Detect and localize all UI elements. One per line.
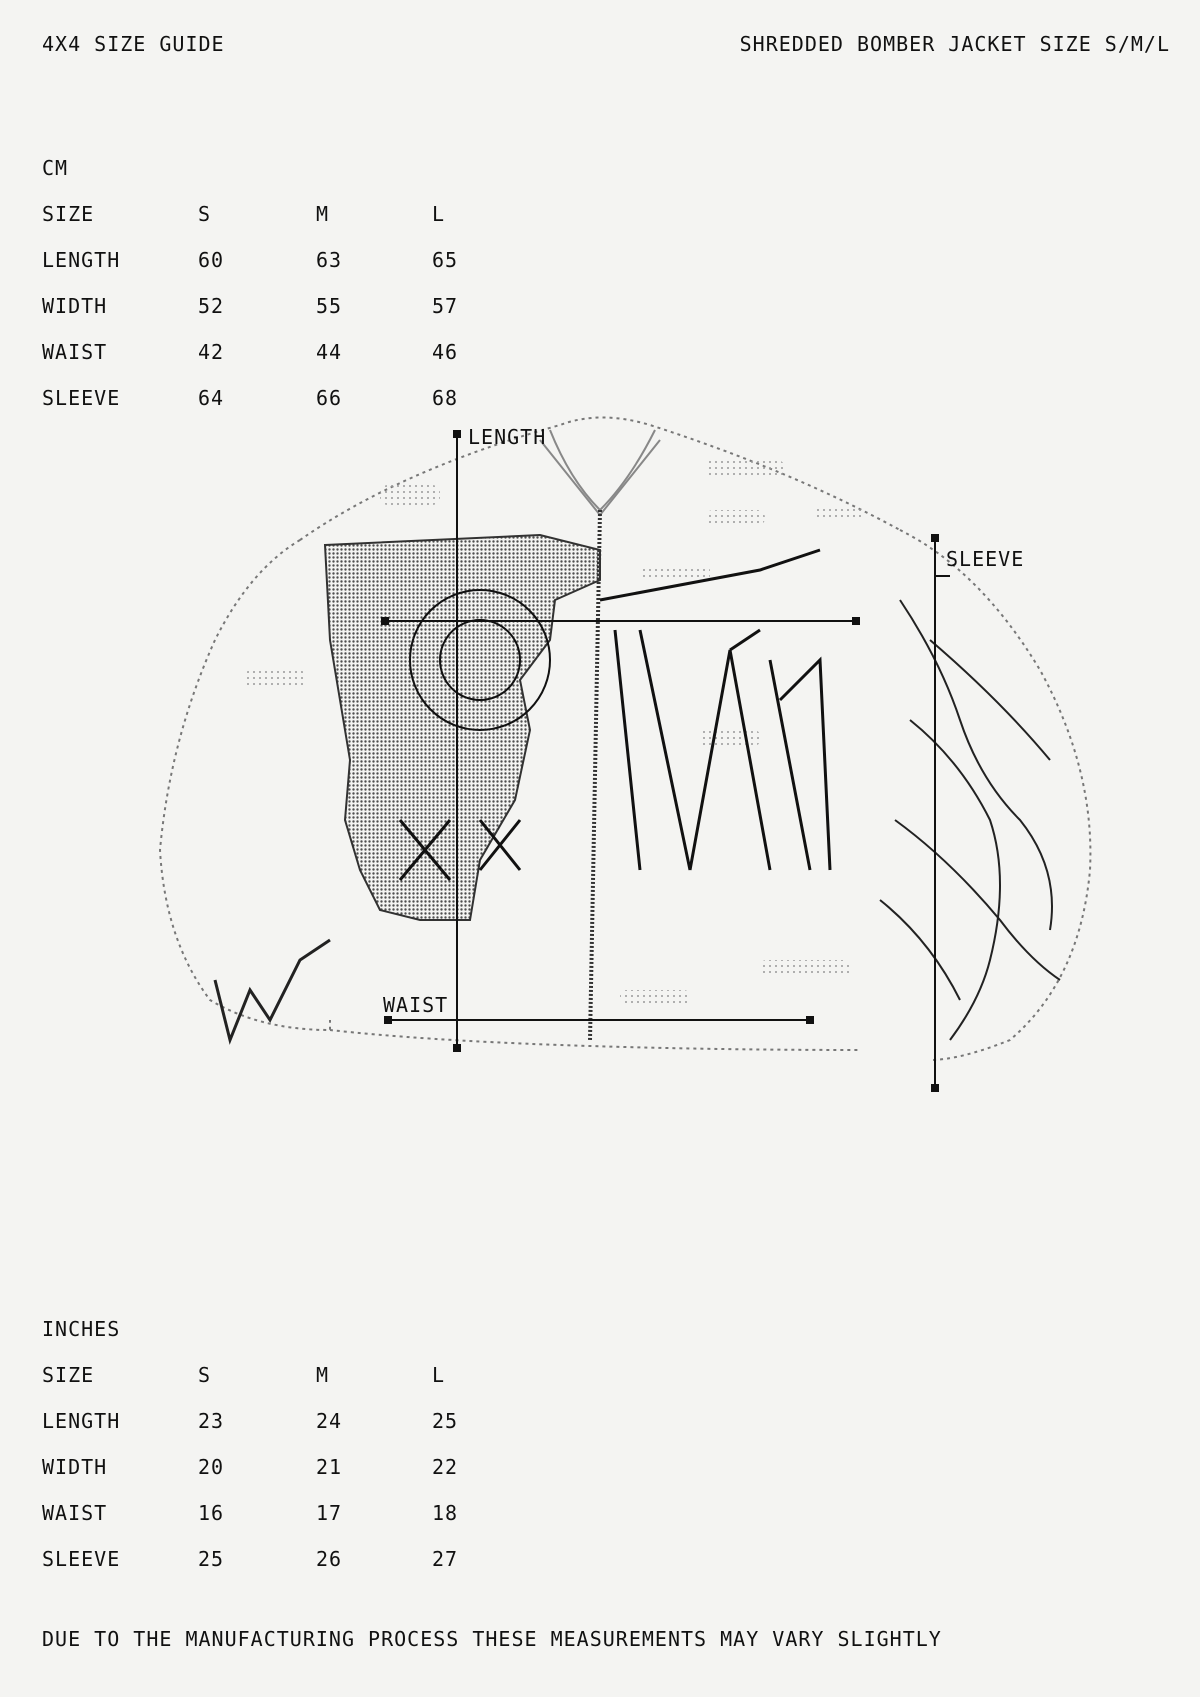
row-label: WAIST [42,340,108,364]
cell-m: 21 [316,1455,343,1479]
sleeve-label: SLEEVE [946,547,1025,571]
header-s: S [198,1363,212,1387]
measurement-disclaimer: DUE TO THE MANUFACTURING PROCESS THESE MEASUREMENTS MAY VARY SLIGHTLY [42,1627,942,1651]
header-size: SIZE [42,202,95,226]
length-label: LENGTH [468,425,547,449]
jacket-illustration [0,400,1200,1200]
cell-s: 20 [198,1455,225,1479]
unit-label-cm: CM [42,156,69,180]
waist-label: WAIST [383,993,449,1017]
table-row [42,340,512,386]
cell-s: 25 [198,1547,225,1571]
product-title: SHREDDED BOMBER JACKET SIZE S/M/L [739,32,1170,56]
row-label: WIDTH [42,294,108,318]
inch-size-table [42,1317,512,1593]
cell-m: 44 [316,340,343,364]
cell-m: 26 [316,1547,343,1571]
table-header-row [42,1363,512,1409]
header-l: L [432,202,446,226]
cell-s: 16 [198,1501,225,1525]
header-size: SIZE [42,1363,95,1387]
cell-l: 57 [432,294,459,318]
header-s: S [198,202,212,226]
table-header-row [42,202,512,248]
jacket-diagram [0,400,1200,1200]
cell-m: 66 [316,386,343,410]
header-m: M [316,1363,330,1387]
cell-l: 25 [432,1409,459,1433]
row-label: SLEEVE [42,1547,121,1571]
jacket-zipper [590,510,600,1040]
cell-s: 23 [198,1409,225,1433]
cell-l: 46 [432,340,459,364]
table-row [42,1501,512,1547]
bottom-left-patch [215,940,330,1040]
row-label: SLEEVE [42,386,121,410]
cell-l: 18 [432,1501,459,1525]
header-m: M [316,202,330,226]
unit-label-inches: INCHES [42,1317,121,1341]
cm-size-table [42,156,512,432]
sleeve-cracks [880,600,1060,1040]
header-l: L [432,1363,446,1387]
sleeve-measure-line [931,534,950,1092]
jacket-collar [540,430,660,515]
row-label: LENGTH [42,248,121,272]
guide-title: 4X4 SIZE GUIDE [42,32,225,56]
cell-s: 42 [198,340,225,364]
cell-l: 27 [432,1547,459,1571]
cell-s: 64 [198,386,225,410]
table-row [42,248,512,294]
table-row [42,1547,512,1593]
cell-s: 60 [198,248,225,272]
cell-m: 17 [316,1501,343,1525]
dark-graphic-panel [325,535,600,920]
waist-measure-line [384,1016,814,1024]
cell-l: 68 [432,386,459,410]
row-label: WAIST [42,1501,108,1525]
cell-l: 22 [432,1455,459,1479]
cell-s: 52 [198,294,225,318]
cell-m: 55 [316,294,343,318]
cell-l: 65 [432,248,459,272]
table-row [42,1455,512,1501]
table-row [42,294,512,340]
cell-m: 24 [316,1409,343,1433]
table-row [42,1409,512,1455]
row-label: LENGTH [42,1409,121,1433]
cell-m: 63 [316,248,343,272]
row-label: WIDTH [42,1455,108,1479]
